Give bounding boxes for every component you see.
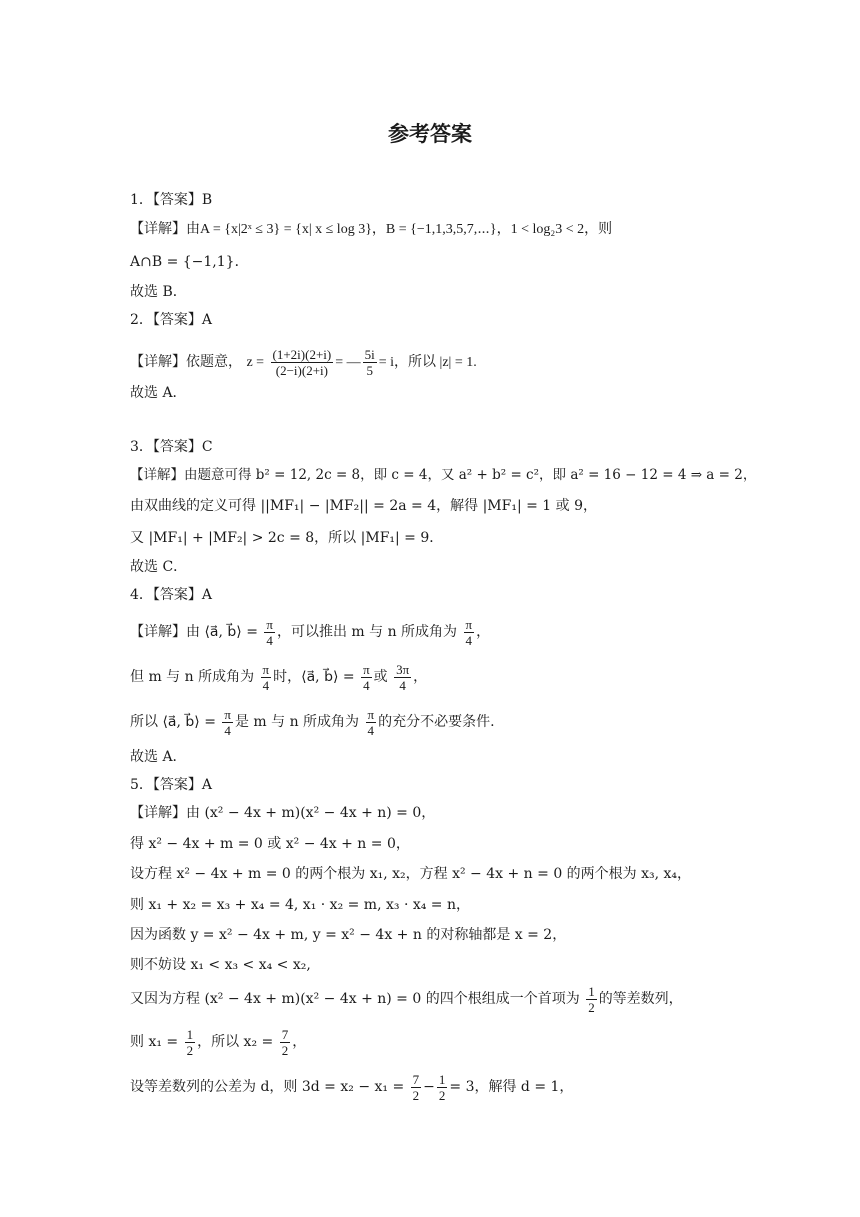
q3-detail-line3: 又 |MF₁| + |MF₂| > 2c = 8，所以 |MF₁| = 9． <box>130 530 444 546</box>
q1-detail-line2: A∩B = {−1,1}． <box>130 254 249 270</box>
q4-four-d: 4 <box>363 677 370 693</box>
q5-l9c: = 3，解得 d = 1， <box>449 1079 574 1095</box>
q5-l8c: ， <box>292 1034 307 1050</box>
q5-l8b: ，所以 x₂ = <box>197 1034 274 1050</box>
q4-pi-b: π <box>465 616 473 632</box>
q2-eq: = — <box>335 355 361 370</box>
q5-x1-den: 2 <box>186 1042 194 1058</box>
q4-l2c: 或 <box>373 669 388 685</box>
q5-fraction-half <box>586 984 597 1015</box>
q5-l7a: 又因为方程 (x² − 4x + m)(x² − 4x + n) = 0 的四个根组成一个首项为 <box>130 991 580 1007</box>
q5-detail-line4: 则 x₁ + x₂ = x₃ + x₄ = 4, x₁ · x₂ = m, x₃ · x₄ = n， <box>130 897 470 913</box>
q2-denominator: (2−i)(2+i) <box>275 362 328 378</box>
q4-four-g: 4 <box>367 722 375 738</box>
q4-pi-g: π <box>367 706 375 722</box>
q2-tail: = i，所以 |z| = 1. <box>378 355 477 370</box>
q2-numerator2: 5i <box>364 346 375 362</box>
q4-l2b: 时，⟨a⃗, b⃗⟩ = <box>273 669 355 685</box>
q4-four-b: 4 <box>465 632 473 648</box>
q4-fraction-pi-over-4-c <box>261 662 272 693</box>
q5-l9b: − <box>423 1079 435 1095</box>
q5-half-den: 2 <box>588 999 595 1015</box>
q4-pi-a: π <box>266 616 273 632</box>
q4-conclusion: 故选 A． <box>130 749 187 765</box>
q5-x1-num: 1 <box>186 1026 194 1042</box>
q5-12-den: 2 <box>438 1087 446 1103</box>
q2-fraction <box>271 347 334 378</box>
q5-fraction-1-2 <box>437 1072 448 1103</box>
q4-3pi: 3π <box>396 661 410 677</box>
q4-l3c: 的充分不必要条件. <box>378 714 495 730</box>
q4-fraction-pi-over-4-d <box>361 662 372 693</box>
q4-fraction-pi-over-4-a <box>264 617 275 648</box>
q5-fraction-x1 <box>185 1027 196 1058</box>
q5-fraction-7-2 <box>411 1072 422 1103</box>
q4-l3b: 是 m 与 n 所成角为 <box>234 714 360 730</box>
q1-detail-prefix: 【详解】由 <box>130 221 200 237</box>
q3-detail-line2: 由双曲线的定义可得 ||MF₁| − |MF₂|| = 2a = 4，解得 |MF₁| = 1 或 9， <box>130 498 598 514</box>
q4-fraction-3pi-over-4 <box>394 662 411 693</box>
q4-pi-f: π <box>224 706 231 722</box>
q1-answer-head: 1．【答案】B <box>130 192 213 208</box>
q3-conclusion: 故选 C． <box>130 559 188 575</box>
q2-denominator2: 5 <box>366 362 373 378</box>
q5-detail-line8 <box>130 1025 306 1059</box>
q2-answer-head: 2．【答案】A <box>130 312 213 328</box>
q4-four-f: 4 <box>224 722 231 738</box>
q5-detail-line2: 得 x² − 4x + m = 0 或 x² − 4x + n = 0， <box>130 836 410 852</box>
q4-fraction-pi-over-4-f <box>222 707 233 738</box>
q4-four-e: 4 <box>399 677 406 693</box>
q4-l1c: ， <box>476 624 491 640</box>
q5-detail-line5: 因为函数 y = x² − 4x + m, y = x² − 4x + n 的对称轴都是 x = 2， <box>130 927 567 943</box>
q4-fraction-pi-over-4-b <box>464 617 475 648</box>
q4-l2d: ， <box>413 669 428 685</box>
q5-l9a: 设等差数列的公差为 d，则 3d = x₂ − x₁ = <box>130 1079 405 1095</box>
q4-detail-line2 <box>130 660 427 694</box>
q5-l8a: 则 x₁ = <box>130 1034 179 1050</box>
page-title: 参考答案 <box>388 122 472 146</box>
q5-detail-line9 <box>130 1070 573 1104</box>
q2-fraction2 <box>363 347 377 378</box>
q4-four-c: 4 <box>262 677 270 693</box>
q2-detail-prefix: 【详解】依题意， <box>130 354 242 370</box>
q5-12-num: 1 <box>438 1071 446 1087</box>
q4-l2a: 但 m 与 n 所成角为 <box>130 669 255 685</box>
q5-72-den: 2 <box>412 1087 420 1103</box>
q5-x2-num: 7 <box>281 1026 289 1042</box>
q3-answer-head: 3．【答案】C <box>130 439 213 455</box>
q5-72-num: 7 <box>412 1071 420 1087</box>
q4-detail-line3 <box>130 705 495 739</box>
q5-detail-line3: 设方程 x² − 4x + m = 0 的两个根为 x₁, x₂，方程 x² − 4x + n = 0 的两个根为 x₃, x₄， <box>130 866 692 882</box>
q4-answer-head: 4．【答案】A <box>130 587 213 603</box>
q1-detail-line1 <box>130 219 612 240</box>
q4-pi-c: π <box>262 661 270 677</box>
q5-l7b: 的等差数列， <box>598 991 683 1007</box>
q4-l1b: ，可以推出 m 与 n 所成角为 <box>276 624 458 640</box>
q4-pi-d: π <box>363 661 370 677</box>
q2-numerator: (1+2i)(2+i) <box>272 346 332 362</box>
q2-conclusion: 故选 A． <box>130 385 187 401</box>
q5-fraction-x2 <box>280 1027 291 1058</box>
q5-answer-head: 5．【答案】A <box>130 777 213 793</box>
q5-x2-den: 2 <box>281 1042 289 1058</box>
q4-l1a: 【详解】由 ⟨a⃗, b⃗⟩ = <box>130 624 258 640</box>
q4-l3a: 所以 ⟨a⃗, b⃗⟩ = <box>130 714 216 730</box>
q4-fraction-pi-over-4-g <box>366 707 377 738</box>
q5-detail-line6: 则不妨设 x₁ < x₃ < x₄ < x₂, <box>130 957 311 973</box>
q4-four-a: 4 <box>266 632 273 648</box>
q5-detail-line7 <box>130 982 683 1016</box>
q5-half-num: 1 <box>588 983 595 999</box>
q1-detail-text-a: A = {x|2ˣ ≤ 3} = {x| x ≤ log 3}，B = {−1,1,3,5,7,⋯}，1 < log₂3 < 2，则 <box>200 222 613 237</box>
q2-detail-line <box>130 345 477 380</box>
q3-detail-line1: 【详解】由题意可得 b² = 12, 2c = 8，即 c = 4，又 a² + b² = c²，即 a² = 16 − 12 = 4 ⇒ a = 2， <box>130 467 757 483</box>
q1-conclusion: 故选 B． <box>130 284 187 300</box>
q2-lhs: z = <box>246 355 265 370</box>
q4-detail-line1 <box>130 615 490 649</box>
q5-detail-line1: 【详解】由 (x² − 4x + m)(x² − 4x + n) = 0， <box>130 805 436 821</box>
